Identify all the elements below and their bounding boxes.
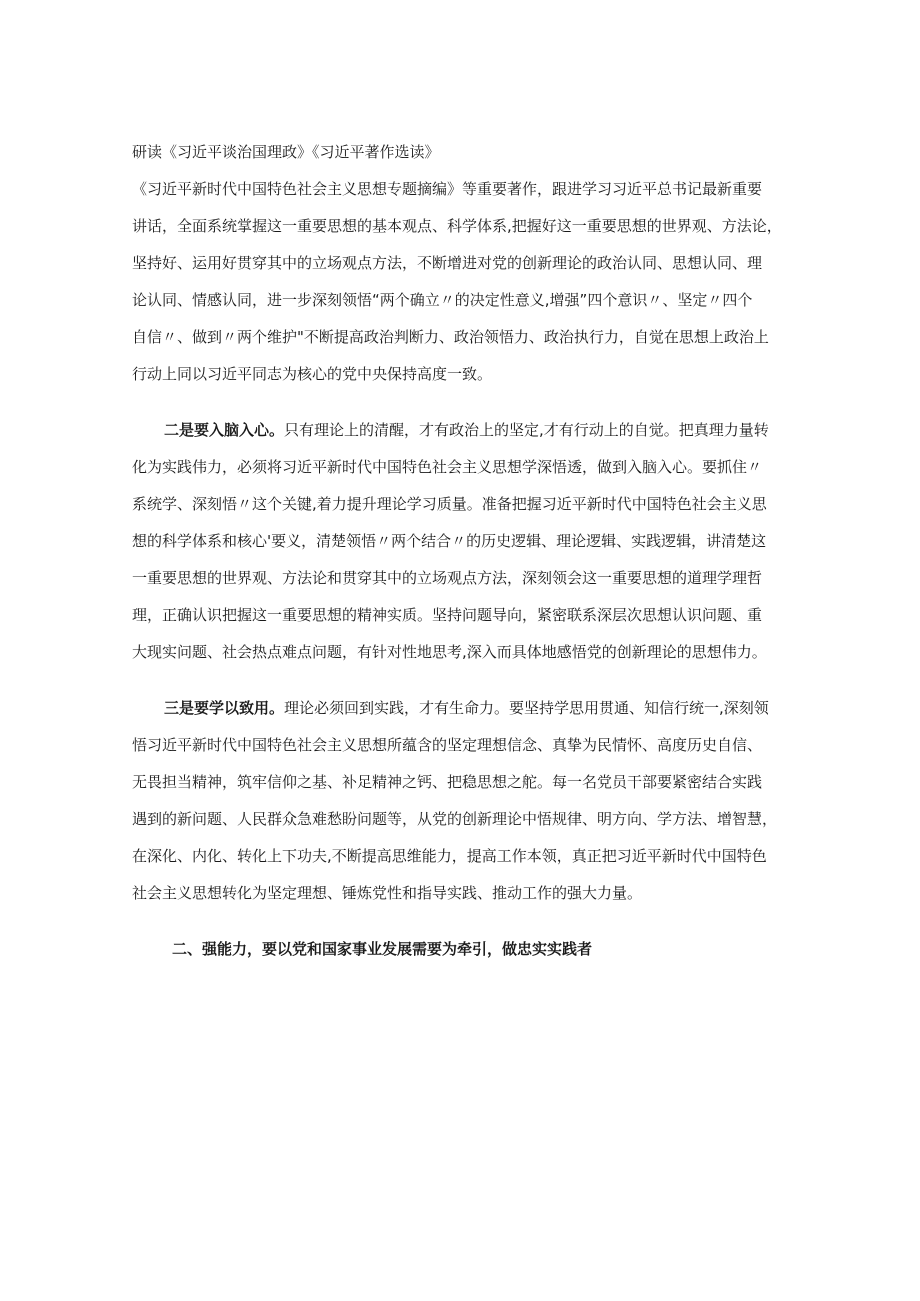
- paragraph-lead: 三是要学以致用。: [164, 699, 285, 717]
- text-line: 坚持好、运用好贯穿其中的立场观点方法，不断增进对党的创新理论的政治认同、思想认同、理: [132, 254, 763, 272]
- section-xue-yi-zhi-yong: [132, 700, 802, 901]
- document-body: [132, 144, 802, 957]
- text-line: 论认同、情感认同，进一步深刻领悟“两个确立〃的决定性意义,增强”四个意识〃、坚定〃四个: [132, 291, 753, 309]
- text-line: 化为实践伟力，必须将习近平新时代中国特色社会主义思想学深悟透，做到入脑入心。要抓住〃: [132, 458, 763, 476]
- text-line: 行动上同以习近平同志为核心的党中央保持高度一致。: [132, 365, 493, 383]
- text-line: 一重要思想的世界观、方法论和贯穿其中的立场观点方法，深刻领会这一重要思想的道理学理哲: [132, 569, 763, 587]
- text-line: 自信〃、做到〃两个维护"不断提高政治判断力、政治领悟力、政治执行力，自觉在思想上政治上: [132, 328, 769, 346]
- text-line: 想的科学体系和核心'要义，清楚领悟〃两个结合〃的历史逻辑、理论逻辑、实践逻辑，讲清楚这: [132, 532, 767, 550]
- section-heading: 二、强能力，要以党和国家事业发展需要为牵引，做忠实实践者: [172, 940, 593, 958]
- intro-paragraph: [132, 144, 802, 382]
- text-line: 《习近平新时代中国特色社会主义思想专题摘编》等重要著作，跟进学习习近平总书记最新重要: [132, 180, 763, 198]
- text-line: 大现实问题、社会热点难点问题，有针对性地思考,深入而具体地感悟党的创新理论的思想伟力。: [132, 643, 767, 661]
- text-line: 社会主义思想转化为坚定理想、锤炼党性和指导实践、推动工作的强大力量。: [132, 884, 643, 902]
- paragraph-first-line: [132, 700, 802, 716]
- section-ru-nao-ru-xin: [132, 422, 802, 660]
- text-line: 研读《习近平谈治国理政》《习近平著作选读》: [132, 143, 440, 161]
- text-line: 系统学、深刻悟〃这个关键,着力提升理论学习质量。准备把握习近平新时代中国特色社会主义思: [132, 495, 767, 513]
- text-span: 理论必须回到实践，才有生命力。要坚持学思用贯通、知信行统一,深刻领: [284, 699, 769, 717]
- text-line: 遇到的新问题、人民群众急难愁盼问题等，从党的创新理论中悟规律、明方向、学方法、增智慧，: [132, 810, 778, 828]
- text-line: 悟习近平新时代中国特色社会主义思想所蕴含的坚定理想信念、真挚为民情怀、高度历史自信、: [132, 736, 763, 754]
- text-line: 理，正确认识把握这一重要思想的精神实质。坚持问题导向，紧密联系深层次思想认识问题、重: [132, 606, 763, 624]
- text-line: 在深化、内化、转化上下功夫,不断提高思维能力，提高工作本领，真正把习近平新时代中国特色: [132, 847, 767, 865]
- paragraph-first-line: [132, 422, 802, 438]
- text-line: 讲话，全面系统掌握这一重要思想的基本观点、科学体系,把握好这一重要思想的世界观、方法论，: [132, 217, 782, 235]
- text-line: 无畏担当精神，筑牢信仰之基、补足精神之钙、把稳思想之舵。每一名党员干部要紧密结合实践: [132, 773, 763, 791]
- text-span: 只有理论上的清醒，才有政治上的坚定,才有行动上的自觉。把真理力量转: [284, 421, 769, 439]
- paragraph-lead: 二是要入脑入心。: [164, 421, 285, 439]
